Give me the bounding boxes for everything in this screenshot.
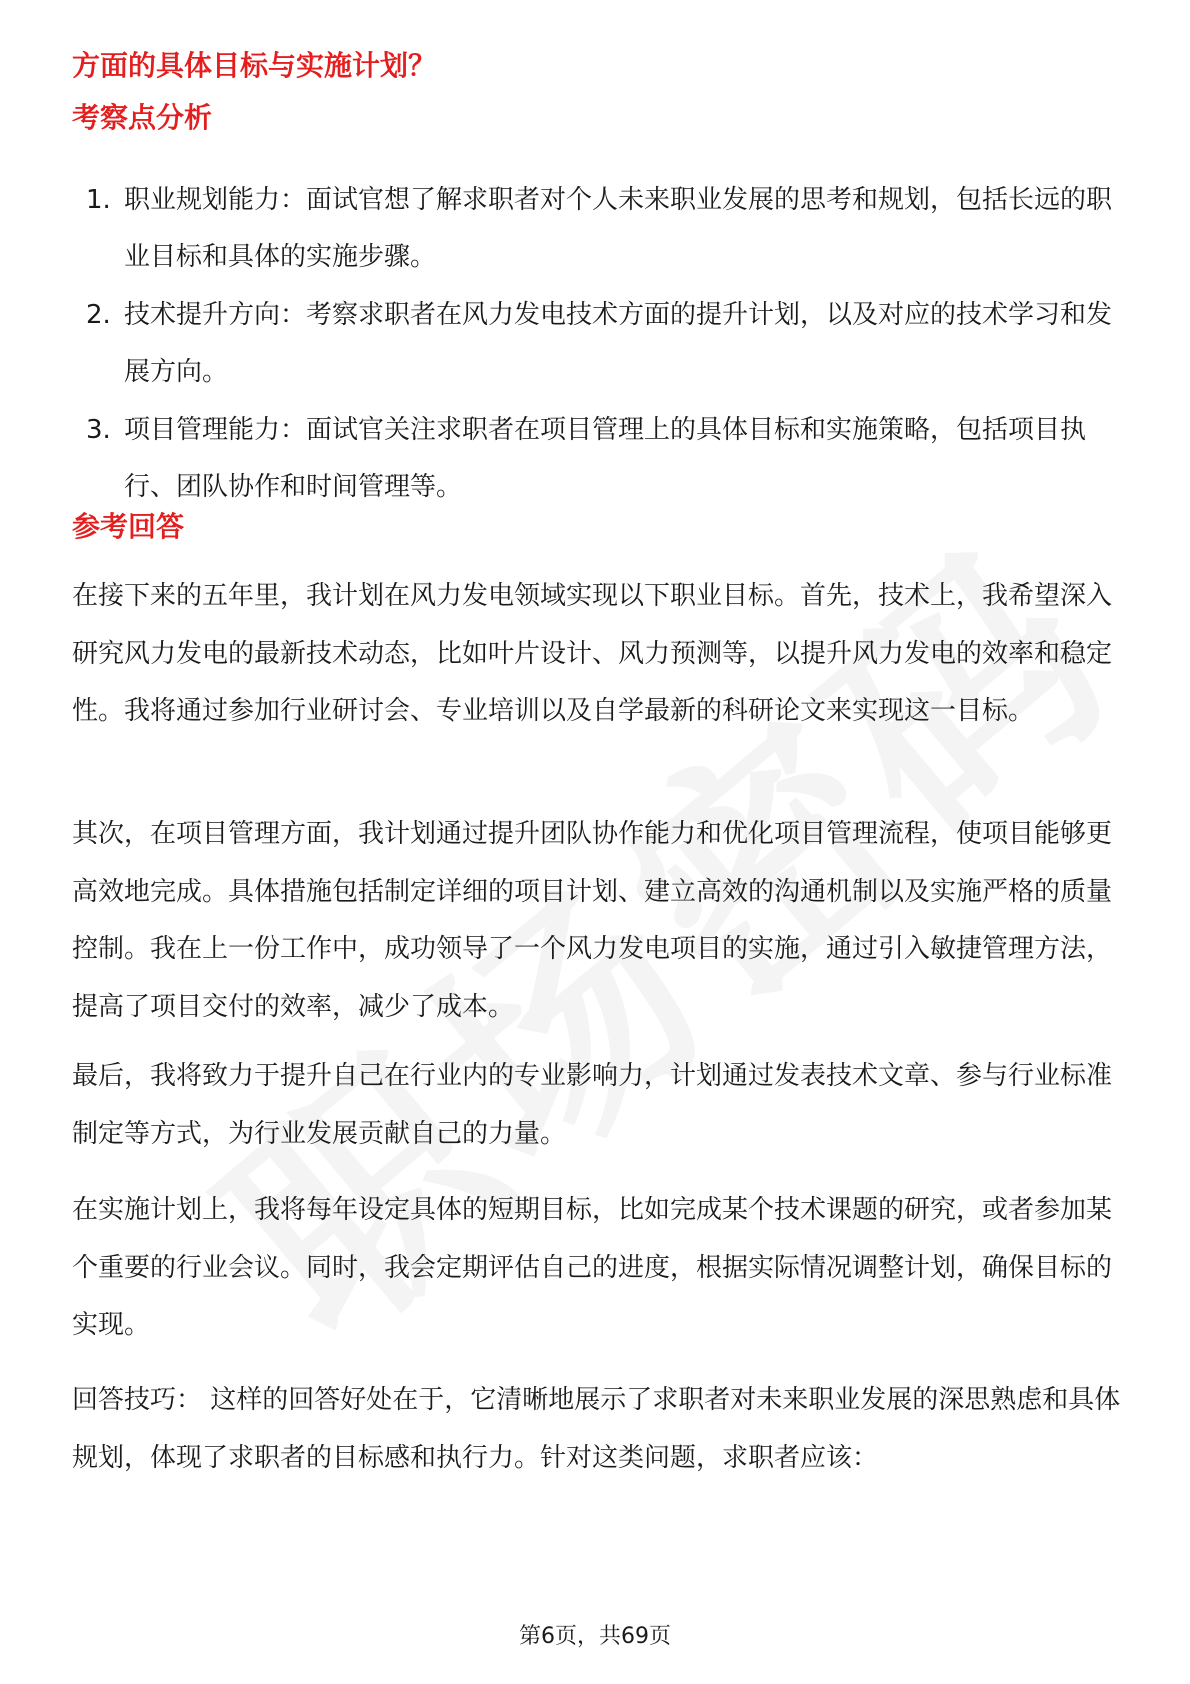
list-item-text: 职业规划能力：面试官想了解求职者对个人未来职业发展的思考和规划，包括长远的职业目标和具体的实施步骤。 [124,185,1113,272]
answer-paragraph: 其次，在项目管理方面，我计划通过提升团队协作能力和优化项目管理流程，使项目能够更高效地完成。具体措施包括制定详细的项目计划、建立高效的沟通机制以及实施严格的质量控制。我在上一份工作中，成功领导了一个风力发电项目的实施，通过引入敏捷管理方法，提高了项目交付的效率，减少了成本。 [72,819,1113,1022]
question-heading: 方面的具体目标与实施计划？ [72,49,437,82]
list-number: 2. [86,300,111,330]
list-item [72,287,1122,401]
list-item-text: 项目管理能力：面试官关注求职者在项目管理上的具体目标和实施策略，包括项目执行、团队协作和时间管理等。 [124,415,1087,502]
page-footer: 第6页，共69页 [519,1624,671,1649]
answer-tip-paragraph: 回答技巧： 这样的回答好处在于，它清晰地展示了求职者对未来职业发展的深思熟虑和具体规划，体现了求职者的目标感和执行力。针对这类问题，求职者应该： [72,1385,1121,1473]
list-number: 1. [86,185,111,215]
list-item [72,172,1122,286]
list-number: 3. [86,415,111,445]
answer-paragraph: 最后，我将致力于提升自己在行业内的专业影响力，计划通过发表技术文章、参与行业标准制定等方式，为行业发展贡献自己的力量。 [72,1061,1113,1149]
analysis-heading: 考察点分析 [72,101,213,134]
list-item-text: 技术提升方向：考察求职者在风力发电技术方面的提升计划，以及对应的技术学习和发展方向。 [124,300,1113,387]
answer-heading: 参考回答 [72,510,185,543]
list-item [72,402,1122,516]
answer-paragraph: 在接下来的五年里，我计划在风力发电领域实现以下职业目标。首先，技术上，我希望深入研究风力发电的最新技术动态，比如叶片设计、风力预测等，以提升风力发电的效率和稳定性。我将通过参加行业研讨会、专业培训以及自学最新的科研论文来实现这一目标。 [72,581,1113,726]
answer-paragraph: 在实施计划上，我将每年设定具体的短期目标，比如完成某个技术课题的研究，或者参加某个重要的行业会议。同时，我会定期评估自己的进度，根据实际情况调整计划，确保目标的实现。 [72,1195,1113,1340]
analysis-list [72,172,1122,517]
